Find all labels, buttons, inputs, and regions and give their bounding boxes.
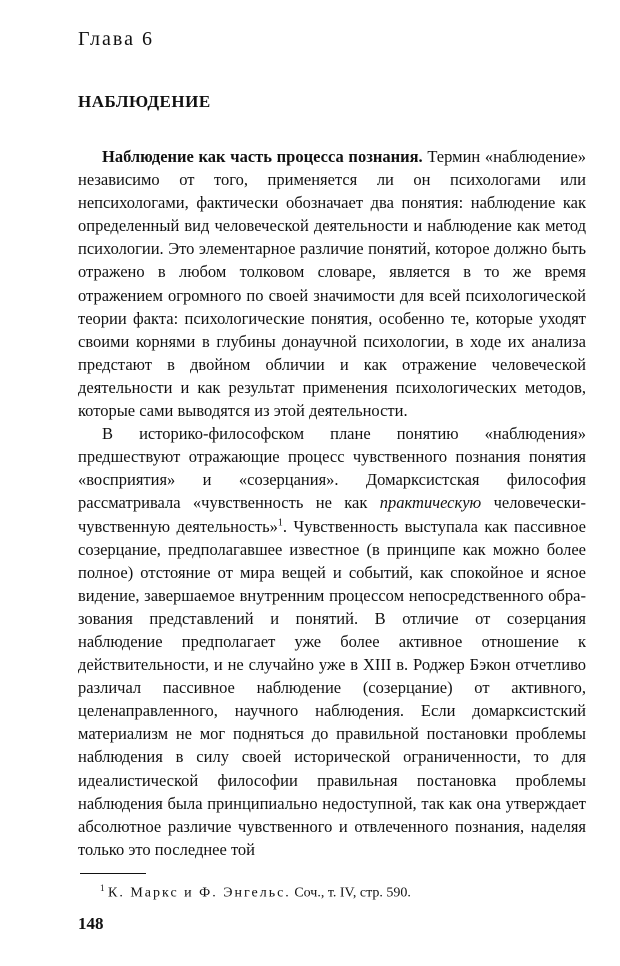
main-text — [78, 145, 586, 861]
paragraph-2 — [78, 422, 586, 861]
paragraph-2-text-a: В историко-философском плане понятию «наблюдения» предшествуют отражающие процесс чувственного познания понятия «восприятия» и «созерцания». Домарксистская философия рассматривала «чувственность не как — [78, 424, 586, 513]
footnote-number: 1 — [100, 883, 105, 893]
page-number: 148 — [78, 914, 104, 933]
paragraph-1-text: Термин «наблюдение» независимо от того, применяется ли он психологами или непсихологами, фактически обозначает два понятия: наблюдение как определенный вид человеческой деятельности и наблюдение как метод психологии. Это элементарное различие понятий, которое должно быть отражено в любом толковом словаре, является в то же время отражением огромного по своей значимости для всей психологической теории факта: психологические понятия, особенно те, которые уходят своими корнями в глубины донаучной психологии, в ходе их анализа предстают в двойном обличии и как отражение человеческой деятельности и как результат применения психологических методов, которые сами выводятся из этой деятельности. — [78, 147, 586, 421]
paragraph-1 — [78, 145, 586, 422]
footnote-divider — [80, 873, 146, 874]
footnote-source: Соч., т. IV, стр. 590. — [290, 885, 411, 901]
footnote-reference: 1 — [277, 517, 283, 528]
footnote-authors: К. Маркс и Ф. Энгельс. — [108, 885, 291, 901]
run-in-heading: Наблюдение как часть процесса познания. — [102, 147, 423, 166]
paragraph-2-text-b: человечески-чувственную деятельность» — [78, 493, 586, 536]
footnote — [100, 879, 580, 903]
paragraph-2-text-c: . Чувственность выступала как пассивное созерцание, предполагавшее известное (в принципе как можно более полное) отстояние от мира вещей и событий, как спокойное и ясное видение, завершаемое внутренним процессом непосредственного образования представлений и понятий. В отличие от созерцания наблюдение предполагает уже более активное отношение к действительности, и не случайно уже в XIII в. Роджер Бэкон отчетливо различал пассивное наблюдение (созерцание) от активного, целенаправленного, научного наблюдения. Если домарксистский материализм не мог подняться до правильной постановки проблемы наблюдения в силу своей исторической ограниченности, то для идеалистической философии правильная постановка проблемы наблюдения была принципиально недоступной, так как она утверждает абсолютное различие чувственного и отвлеченного познания, наделяя только это последнее той — [78, 516, 586, 859]
section-title: НАБЛЮДЕНИЕ — [78, 92, 211, 111]
emphasis-word: практическую — [379, 493, 482, 513]
chapter-heading: Глава 6 — [78, 28, 154, 50]
